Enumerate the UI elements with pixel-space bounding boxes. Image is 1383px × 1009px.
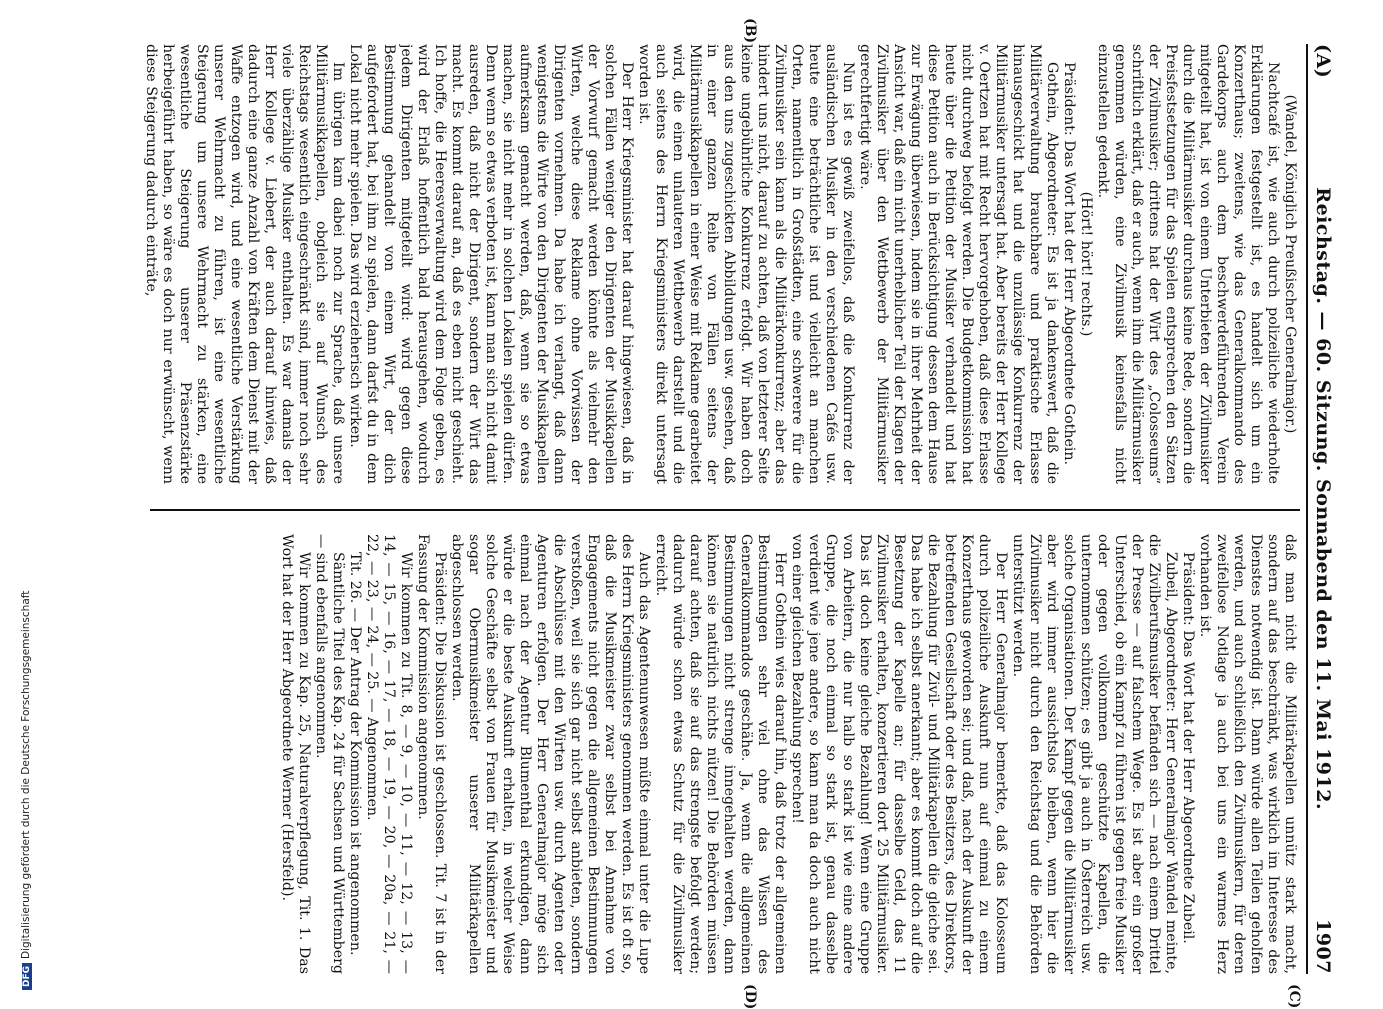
paragraph: Präsident: Das Wort hat der Herr Abgeordnete Zubeil. [1180, 552, 1196, 944]
paragraph: Herr Gothein wies darauf hin, daß trotz der allgemeinen Bestimmungen sehr viel ohne das Wissen des Generalkommandos geschähe. Ja, wenn die allgemeinen Bestimmungen nicht strenge innegehalten werden, dann können sie natürlich nichts nützen! Die Behörden müssen darauf achten, daß sie auf das strengste befolgt werden; dadurch würde schon etwas Schutz für die Zivilmusiker erreicht. [653, 534, 788, 974]
rotated-page [83, 18, 1348, 1009]
paragraph: Der Herr Generalmajor bemerkte, daß das Kolosseum durch polizeiliche Auskunft nun auf einmal zu einem Konzerthaus geworden sei; und daß, nach der Auskunft der betreffenden Gesellschaft oder des Besitzers, des Direktors, die Bezahlung für Zivil- und Militärkapellen die gleiche sei. Das habe ich selbst anerkannt; aber es kommt doch auf die Besetzung der Kapelle an; für dasselbe Geld, das 11 Zivilmusiker erhalten, konzertieren dort 25 Militärmusiker. Das ist doch keine gleiche Bezahlung! Wenn eine Gruppe von Arbeitern, die nur halb so stark ist wie eine andere Gruppe, die noch einmal so stark ist, genau dasselbe verdient wie jene andere, so kann man da doch auch nicht von einer gleichen Bezahlung sprechen! [789, 534, 1009, 974]
paragraph: Auch das Agentenunwesen müßte einmal unter die Lupe des Herrn Kriegsministers genommen werden. Es ist oft so, daß die Musikmeister zwar selbst bei Annahme von Engagements nicht gegen die allgemeinen Bestimmungen verstoßen, weil sie sich gar nicht selbst anbieten, sondern die Abschlüsse mit den Wirten usw. durch Agenten oder Agenturen erfolgen. Der Herr Generalmajor möge sich einmal nach der Agentur Blumenthal erkundigen, dann würde er die beste Auskunft erhalten, in welcher Weise solche Geschäfte selbst von Frauen für Musikmeister und sogar Obermusikmeister unserer Militärkapellen abgeschlossen werden. [449, 534, 652, 974]
credit-text: Digitalisierung gefördert durch die Deutsche Forschungsgemeinschaft [20, 590, 32, 959]
paragraph: Gothein, Abgeordneter: Es ist ja dankenswert, daß die Militärverwaltung brauchbare und praktische Erlasse hinausgeschickt hat und die unzulässige Konkurrenz der Militärmusiker untersagt hat. Aber bereits der Herr Kollege v. Oertzen hat mit Recht hervorgehoben, daß diese Erlasse nicht durchweg befolgt werden. Die Budgetkommission hat heute über die Petition der Musiker verhandelt und hat diese Petition auch in Berücksichtigung dessen dem Hause zur Erwägung überwiesen, indem sie in ihrer Mehrheit der Ansicht war, daß ein nicht unerheblicher Teil der Klagen der Zivilmusiker über den Wettbewerb der Militärmusiker gerechtfertigt wäre. [857, 44, 1060, 484]
paragraph: Präsident: Die Diskussion ist geschlossen. Tit. 7 ist in der Fassung der Kommission angenommen. [415, 534, 448, 974]
paragraph: Der Herr Kriegsminister hat darauf hingewiesen, daß in solchen Fällen weniger den Dirigenten der Musikkapellen der Vorwurf gemacht werden könnte als vielmehr den Wirten, welche diese Reklame ohne Vorwissen der Dirigenten vornehmen. Da habe ich verlangt, daß dann wenigstens die Wirte von den Dirigenten der Musikkapellen aufmerksam gemacht werden, daß, wenn sie so etwas machen, sie nicht mehr in solchen Lokalen spielen dürfen. Denn wenn so etwas verboten ist, kann man sich nicht damit ausreden, daß nicht der Dirigent, sondern der Wirt das macht. Es kommt darauf an, daß es eben nicht geschieht. Ich hoffe, die Heeresverwaltung wird dem Folge geben, es wird der Erlaß hoffentlich bald herausgehen, wodurch jedem Dirigenten mitgeteilt wird: wird gegen diese Bestimmung gehandelt von einem Wirt, der dich aufgefordert hat, bei ihm zu spielen, dann darfst du in dem Lokal nicht mehr spielen. Das wird erzieherisch wirken. [347, 44, 635, 484]
paragraph: (Wandel, Königlich Preußischer Generalmajor.) [1282, 94, 1298, 434]
paragraph: Zubeil, Abgeordneter: Herr Generalmajor Wandel meinte, die Zivilberufsmusiker befänden sich — nach einem Drittel der Presse — auf falschem Wege. Es ist aber ein großer Unterschied, ob ein Kampf zu führen ist gegen freie Musiker oder gegen vollkommen geschützte Kapellen, die unternommen schützen; es gibt ja auch in Österreich usw. solche Organisationen. Der Kampf gegen die Militärmusiker aber wird immer aussichtslos bleiben, wenn hier die Zivilmusiker nicht durch den Reichstag und die Behörden unterstützt werden. [1010, 534, 1179, 974]
margin-marker-b: (B) [742, 18, 758, 44]
paragraph: Präsident: Das Wort hat der Herr Abgeordnete Gothein. [1061, 62, 1077, 466]
paragraph: Nachtcafé ist, wie auch durch polizeiliche wiederholte Erklärungen festgestellt ist, es handelt sich um ein Konzerthaus; zweitens, wie das Generalkommando des Gardekorps auch dem beschwerdeführenden Verein mitgeteilt hat, ist von einem Unterbieten der Zivilmusiker durch die Militärmusiker durchaus keine Rede, sondern die Preisfestsetzungen für das Spielen entsprechen den Sätzen der Zivilmusiker; drittens hat der Wirt des „Colosseums“ schriftlich erklärt, daß er auch, wenn ihm die Militärmusiker genommen würden, eine Zivilmusik keinesfalls nicht einzustellen gedenkt. [1095, 44, 1281, 484]
page-number: 1907 [1312, 919, 1334, 974]
margin-marker-c: (C) [1286, 984, 1302, 1009]
column-divider [150, 509, 1300, 511]
text-column-right [88, 534, 1298, 974]
page-header [1312, 44, 1348, 974]
margin-marker-d: (D) [742, 984, 758, 1009]
page-marker-left: (A) [1312, 44, 1334, 79]
paragraph: Nun ist es gewiß zweifellos, daß die Konkurrenz der ausländischen Musiker in den verschiedenen Cafés usw. heute eine beträchtliche ist und vielleicht an manchen Orten, namentlich in Großstädten, eine schwerere für die Zivilmusiker sein kann als die Militärkonkurrenz; aber das hindert uns nicht, darauf zu achten, daß von letzterer Seite keine ungebührliche Konkurrenz erfolgt. Wir haben doch aus den uns zugeschickten Abbildungen usw. gesehen, daß in einer ganzen Reihe von Fällen seitens der Militärmusikkapellen in einer Weise mit Reklame gearbeitet wird, die einen unlauteren Wettbewerb darstellt und die auch seitens des Herrn Kriegsministers direkt untersagt worden ist. [636, 44, 856, 484]
page-title: Reichstag. — 60. Sitzung. Sonnabend den 11. Mai 1912. [1312, 187, 1334, 811]
paragraph: Im übrigen kam dabei noch zur Sprache, daß unsere Militärmusikkapellen, obgleich sie auf Wunsch des Reichstags wesentlich eingeschränkt sind, immer noch sehr viele überzählige Musiker enthalten. Es war damals der Herr Kollege v. Liebert, der auch darauf hinwies, daß dadurch eine ganze Anzahl von Kräften dem Dienst mit der Waffe entzogen wird, und eine wesentliche Verstärkung unserer Wehrmacht zu führen, ist eine wesentliche Steigerung um unsere Wehrmacht zu stärken, eine wesentliche Steigerung unserer Präsenzstärke herbeigeführt haben, so wäre es doch nur erwünscht, wenn diese Steigerung dadurch einträte, [143, 44, 346, 484]
digitization-credit [20, 591, 32, 990]
paragraph: Wir kommen zu Kap. 25, Naturalverpflegung, Tit. 1. Das Wort hat der Herr Abgeordnete Werner (Hersfeld). [279, 534, 312, 974]
header-rule [1306, 44, 1308, 974]
dfg-logo: DFG [22, 963, 32, 990]
paragraph: Wir kommen zu Tit. 8, — 9, — 10, — 11, — 12, — 13, — 14, — 15, — 16, — 17, — 18, — 19, — 20, — 20a, — 21, — 22, — 23, — 24, — 25. — Angenommen. [364, 534, 414, 974]
paragraph: Sämtliche Titel des Kap. 24 für Sachsen und Württemberg — sind ebenfalls angenommen. [313, 534, 346, 974]
paragraph: (Hört! hört! rechts.) [1078, 191, 1094, 337]
text-column-left [88, 44, 1298, 484]
paragraph: Tit. 26. — Der Antrag der Kommission ist angenommen. [347, 552, 363, 956]
paragraph: daß man nicht die Militärkapellen unnütz stark macht, sondern auf das beschränkt, was wirklich im Interesse des Dienstes notwendig ist. Dann würde allen Teilen geholfen werden, und auch schließlich den Zivilmusikern, für deren zweifellose Notlage ja auch bei uns ein warmes Herz vorhanden ist. [1197, 534, 1298, 974]
